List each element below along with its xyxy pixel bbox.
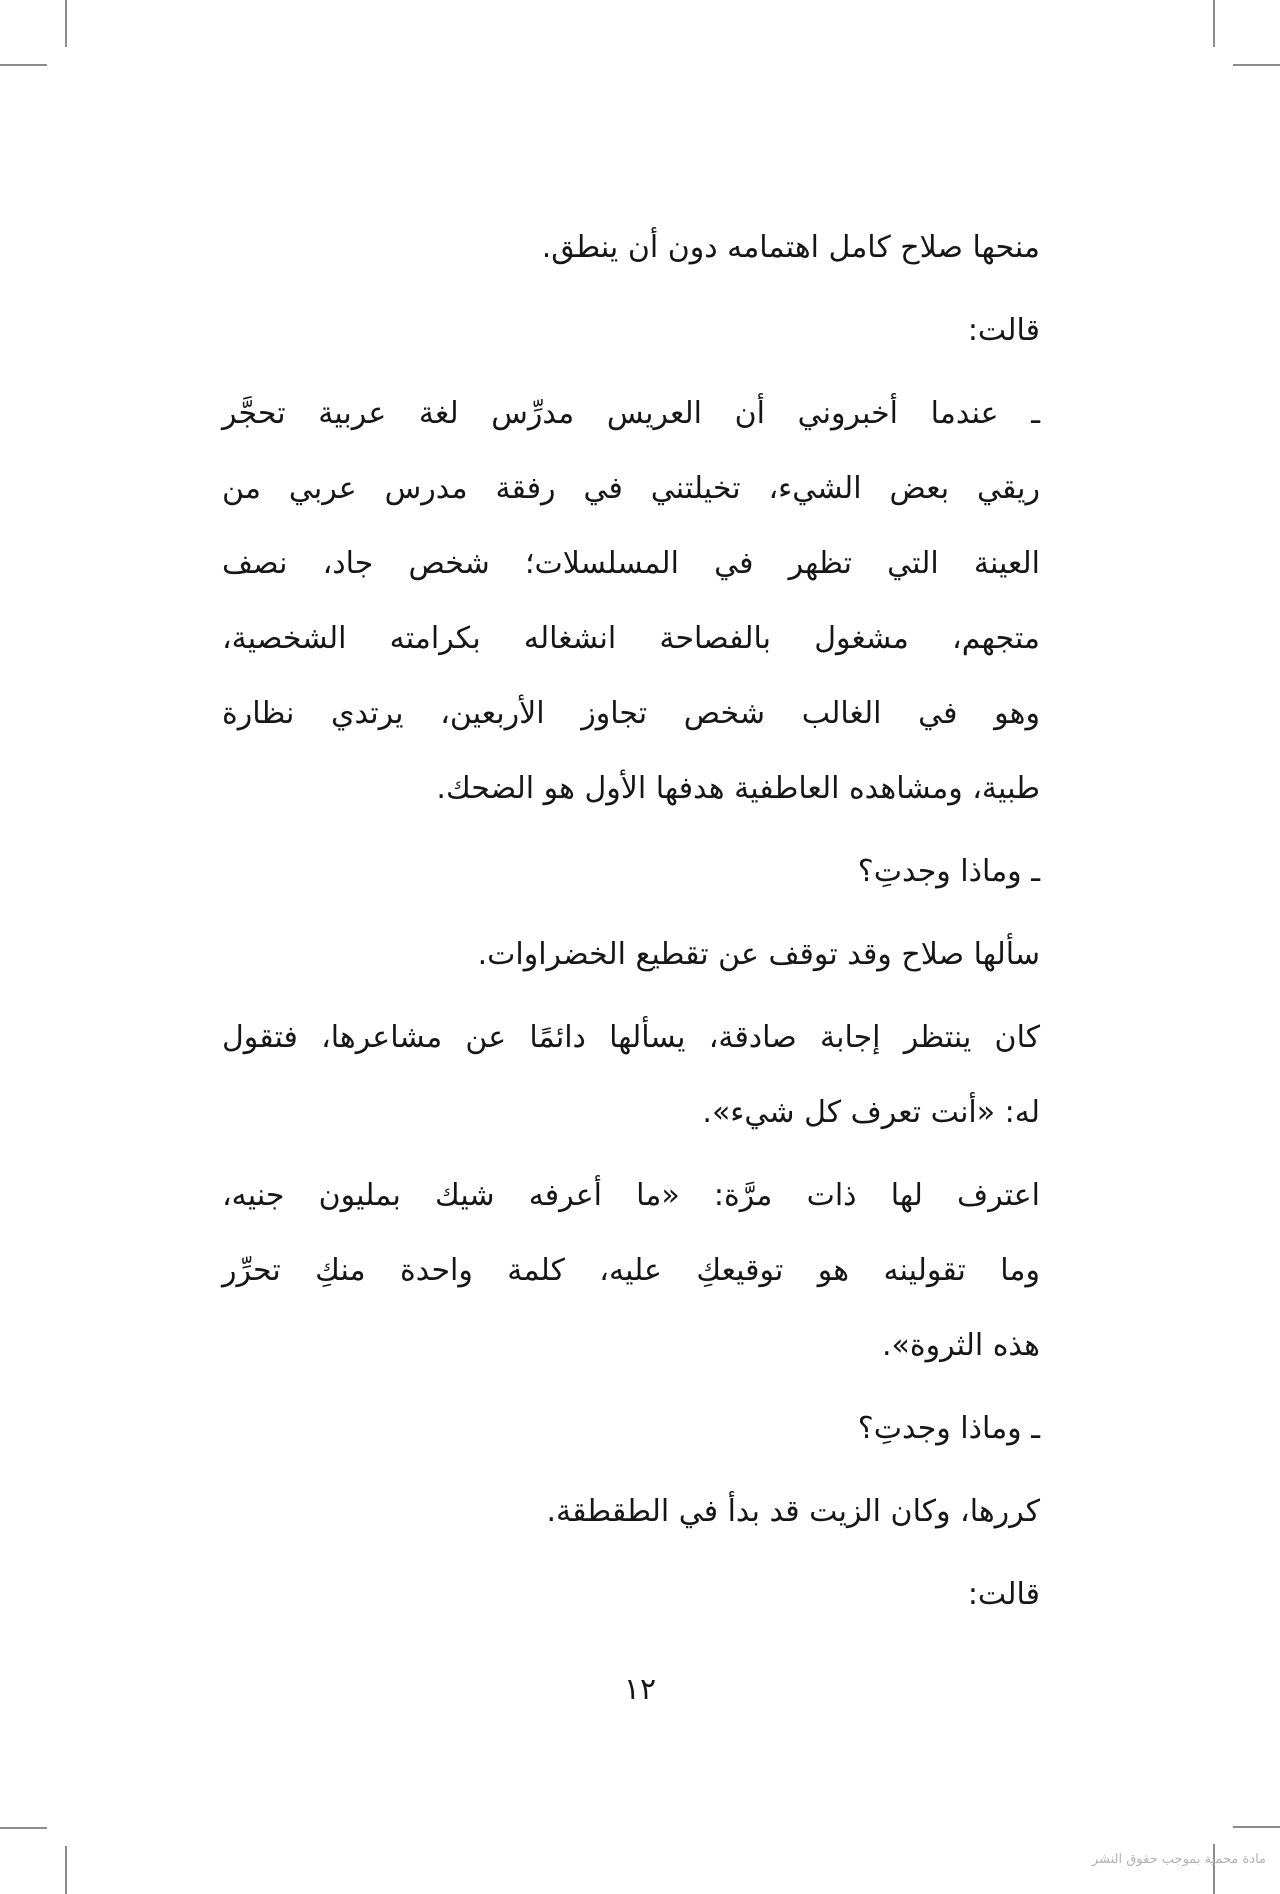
text-line: منحها صلاح كامل اهتمامه دون أن ينطق. bbox=[541, 230, 1040, 265]
text-line: قالت: bbox=[967, 1577, 1040, 1612]
crop-mark-bottom-left-horizontal bbox=[0, 1827, 47, 1829]
paragraph bbox=[222, 1158, 1040, 1383]
text-line: كررها، وكان الزيت قد بدأ في الطقطقة. bbox=[546, 1494, 1040, 1529]
paragraph bbox=[222, 293, 1040, 368]
text-line: وهو في الغالب شخص تجاوز الأربعين، يرتدي نظارة bbox=[222, 696, 1040, 731]
crop-mark-top-right-vertical bbox=[1213, 0, 1215, 47]
text-line: العينة التي تظهر في المسلسلات؛ شخص جاد، نصف bbox=[222, 546, 1040, 581]
text-line: ريقي بعض الشيء، تخيلتني في رفقة مدرس عربي من bbox=[222, 471, 1040, 506]
text-line: طبية، ومشاهده العاطفية هدفها الأول هو الضحك. bbox=[436, 771, 1040, 806]
text-line: هذه الثروة». bbox=[882, 1328, 1040, 1363]
paragraph bbox=[222, 210, 1040, 285]
text-line: ـ عندما أخبروني أن العريس مدرِّس لغة عربية تحجَّر bbox=[222, 396, 1040, 431]
paragraph bbox=[222, 1391, 1040, 1466]
crop-mark-bottom-left-vertical bbox=[65, 1846, 67, 1894]
text-line: ـ وماذا وجدتِ؟ bbox=[857, 854, 1040, 889]
paragraph bbox=[222, 1557, 1040, 1632]
paragraph bbox=[222, 1000, 1040, 1150]
copyright-watermark: مادة محمية بموجب حقوق النشر bbox=[1091, 1852, 1266, 1867]
paragraph bbox=[222, 1474, 1040, 1549]
crop-mark-bottom-right-horizontal bbox=[1233, 1826, 1280, 1828]
crop-mark-top-left-vertical bbox=[65, 0, 67, 47]
text-line: متجهم، مشغول بالفصاحة انشغاله بكرامته الشخصية، bbox=[222, 621, 1040, 656]
text-line: له: «أنت تعرف كل شيء». bbox=[702, 1095, 1040, 1130]
page-number: ١٢ bbox=[623, 1672, 657, 1707]
crop-mark-top-left-horizontal bbox=[0, 64, 47, 66]
text-line: اعترف لها ذات مرَّة: «ما أعرفه شيك بمليون جنيه، bbox=[222, 1178, 1040, 1213]
text-line: سألها صلاح وقد توقف عن تقطيع الخضراوات. bbox=[477, 937, 1040, 972]
text-line: قالت: bbox=[967, 313, 1040, 348]
text-column bbox=[222, 210, 1040, 1640]
text-line: كان ينتظر إجابة صادقة، يسألها دائمًا عن مشاعرها، فتقول bbox=[222, 1020, 1040, 1055]
text-line: وما تقولينه هو توقيعكِ عليه، كلمة واحدة منكِ تحرِّر bbox=[222, 1253, 1040, 1288]
text-line: ـ وماذا وجدتِ؟ bbox=[857, 1411, 1040, 1446]
paragraph bbox=[222, 834, 1040, 909]
crop-mark-top-right-horizontal bbox=[1233, 64, 1280, 66]
paragraph bbox=[222, 376, 1040, 826]
paragraph bbox=[222, 917, 1040, 992]
